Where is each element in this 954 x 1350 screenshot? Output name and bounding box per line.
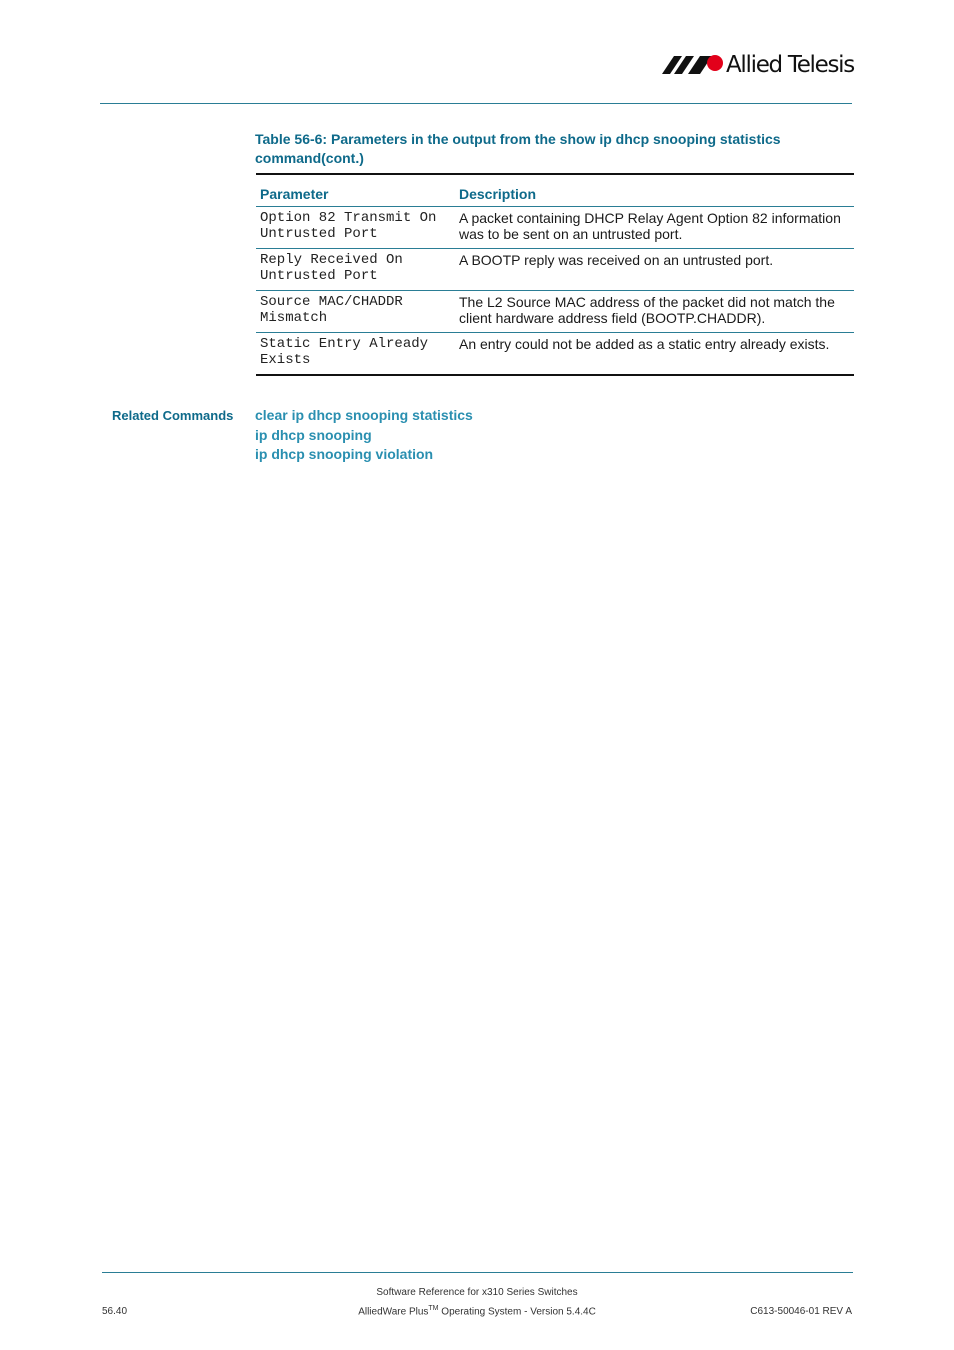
column-header-description: Description xyxy=(455,174,854,207)
related-commands-label: Related Commands xyxy=(112,408,234,423)
parameter-cell: Static Entry Already Exists xyxy=(260,336,429,368)
table-row xyxy=(256,249,854,291)
footer-title: Software Reference for x310 Series Switches xyxy=(376,1287,578,1298)
parameter-cell: Reply Received On Untrusted Port xyxy=(256,249,455,291)
footer-page-number: 56.40 xyxy=(102,1306,128,1317)
related-commands-list xyxy=(255,406,473,465)
related-command-link[interactable]: ip dhcp snooping xyxy=(255,426,372,443)
footer-trademark: TM xyxy=(428,1305,439,1312)
column-header-parameter: Parameter xyxy=(256,174,455,207)
parameters-table xyxy=(256,173,854,376)
related-command-link[interactable]: ip dhcp snooping violation xyxy=(255,446,434,462)
table-caption: Table 56-6: Parameters in the output from the show ip dhcp snooping statistics command(cont.) xyxy=(255,131,781,166)
description-cell: A packet containing DHCP Relay Agent Option 82 information was to be sent on an untrusted port. xyxy=(455,207,854,249)
description-cell: An entry could not be added as a static entry already exists. xyxy=(459,336,830,352)
header-divider xyxy=(100,103,852,104)
allied-telesis-logo-mark-icon xyxy=(660,50,726,80)
brand-name: Allied Telesis xyxy=(726,52,854,78)
table-row xyxy=(256,207,854,249)
table-header-row xyxy=(256,174,854,207)
parameter-cell: Option 82 Transmit On Untrusted Port xyxy=(256,207,455,249)
parameter-cell: Source MAC/CHADDR Mismatch xyxy=(256,291,455,333)
allied-telesis-logo xyxy=(660,50,856,80)
footer-version: Operating System - Version 5.4.4C xyxy=(438,1306,596,1318)
table-row xyxy=(256,291,854,333)
footer-divider xyxy=(102,1272,853,1273)
footer-product-name: AlliedWare Plus xyxy=(358,1306,429,1318)
table-row xyxy=(256,333,854,376)
description-cell: The L2 Source MAC address of the packet did not match the client hardware address field (BOOTP.CHADDR). xyxy=(455,291,854,333)
related-command-link[interactable]: clear ip dhcp snooping statistics xyxy=(255,407,473,423)
footer-doc-id: C613-50046-01 REV A xyxy=(750,1306,852,1317)
description-cell: A BOOTP reply was received on an untrusted port. xyxy=(455,249,854,291)
